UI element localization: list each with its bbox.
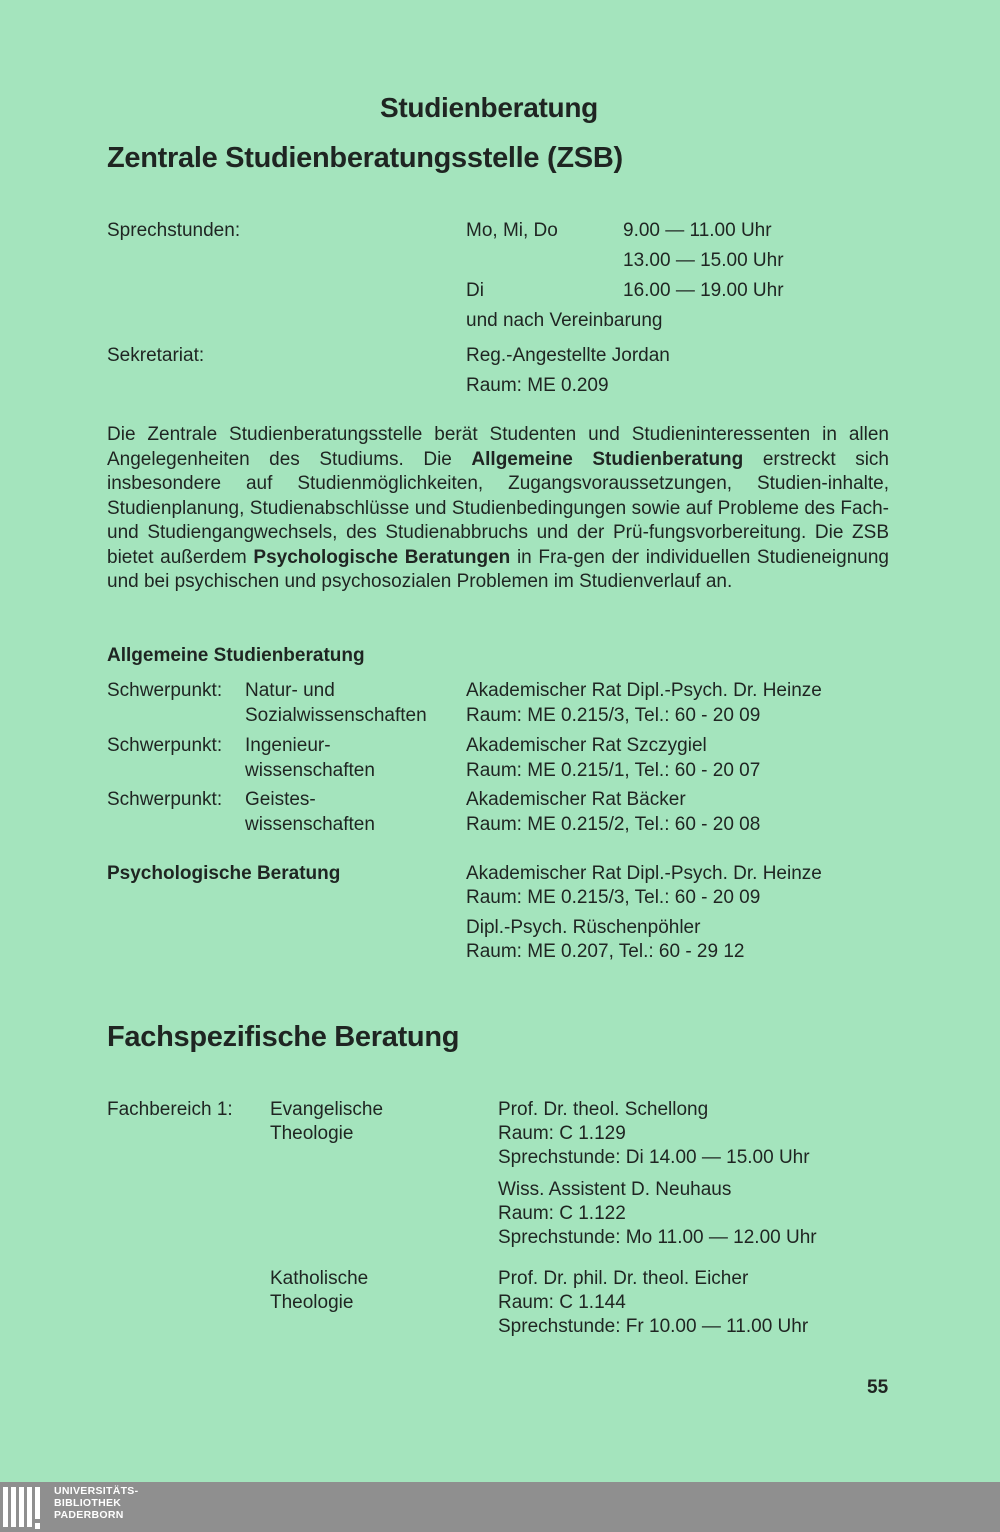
office-hours-days: Di: [466, 280, 484, 301]
focus-area: Sozialwissenschaften: [245, 705, 427, 726]
focus-area: wissenschaften: [245, 814, 375, 835]
allgemeine-heading: Allgemeine Studienberatung: [107, 645, 365, 666]
contact-hours: Sprechstunde: Di 14.00 — 15.00 Uhr: [498, 1147, 810, 1168]
psych-line: Akademischer Rat Dipl.-Psych. Dr. Heinze: [466, 863, 822, 884]
office-hours-days: Mo, Mi, Do: [466, 220, 558, 241]
office-hours-time: 9.00 — 11.00 Uhr: [623, 220, 772, 241]
library-logo: [3, 1487, 47, 1529]
contact-hours: Sprechstunde: Fr 10.00 — 11.00 Uhr: [498, 1316, 809, 1337]
description-emphasis: Psychologische Beratungen: [253, 546, 511, 568]
focus-label: Schwerpunkt:: [107, 789, 223, 810]
fach-heading: Fachspezifische Beratung: [107, 1021, 460, 1053]
office-hours-label: Sprechstunden:: [107, 220, 241, 241]
subject-name: Theologie: [270, 1292, 354, 1313]
description-text: Die Zentrale Studienberatungsstelle berät Studenten und Studieninteressenten in allen Angelegenheiten des Studiums. Die: [107, 424, 889, 470]
advisor-room: Raum: ME 0.215/1, Tel.: 60 - 20 07: [466, 760, 761, 781]
secretariat-label: Sekretariat:: [107, 345, 205, 366]
advisor-name: Akademischer Rat Dipl.-Psych. Dr. Heinze: [466, 680, 822, 701]
subject-name: Katholische: [270, 1268, 369, 1289]
contact-room: Raum: C 1.122: [498, 1203, 626, 1224]
contact-name: Wiss. Assistent D. Neuhaus: [498, 1179, 732, 1200]
contact-room: Raum: C 1.129: [498, 1123, 626, 1144]
faculty-label: Fachbereich 1:: [107, 1099, 233, 1120]
psych-line: Raum: ME 0.207, Tel.: 60 - 29 12: [466, 941, 745, 962]
contact-room: Raum: C 1.144: [498, 1292, 626, 1313]
page-title: Studienberatung: [380, 92, 598, 123]
library-name-line2: BIBLIOTHEK: [54, 1497, 122, 1509]
description-emphasis: Allgemeine Studienberatung: [471, 448, 744, 470]
psych-line: Dipl.-Psych. Rüschenpöhler: [466, 917, 701, 938]
advisor-name: Akademischer Rat Szczygiel: [466, 735, 707, 756]
contact-hours: Sprechstunde: Mo 11.00 — 12.00 Uhr: [498, 1227, 817, 1248]
library-name-line1: UNIVERSITÄTS-: [54, 1485, 139, 1497]
psych-line: Raum: ME 0.215/3, Tel.: 60 - 20 09: [466, 887, 761, 908]
advisor-room: Raum: ME 0.215/2, Tel.: 60 - 20 08: [466, 814, 761, 835]
zsb-heading: Zentrale Studienberatungsstelle (ZSB): [107, 142, 623, 174]
focus-area: wissenschaften: [245, 760, 375, 781]
office-hours-time: 13.00 — 15.00 Uhr: [623, 250, 784, 271]
contact-name: Prof. Dr. theol. Schellong: [498, 1099, 709, 1120]
description-text: in Fra-gen der individuellen Studieneignung und bei psychischen und psychosozialen Problemen im Studienverlauf an.: [107, 546, 889, 592]
secretariat-name: Reg.-Angestellte Jordan: [466, 345, 670, 366]
page-number: 55: [867, 1377, 889, 1398]
description-text: erstreckt sich insbesondere auf Studienmöglichkeiten, Zugangsvoraussetzungen, Studien-inhalte, Studienplanung, Studienabschlüsse und Studienbedingungen sowie auf Probleme des Fach- und Studiengangwechsels, des Studienabbruchs und der Prü-fungsvorbereitung. Die ZSB bietet außerdem: [107, 448, 889, 568]
library-footer: [0, 1482, 1000, 1532]
focus-label: Schwerpunkt:: [107, 680, 223, 701]
focus-area: Natur- und: [245, 680, 335, 701]
psych-heading: Psychologische Beratung: [107, 863, 341, 884]
subject-name: Theologie: [270, 1123, 354, 1144]
advisor-room: Raum: ME 0.215/3, Tel.: 60 - 20 09: [466, 705, 761, 726]
secretariat-room: Raum: ME 0.209: [466, 375, 609, 396]
focus-area: Ingenieur-: [245, 735, 331, 756]
zsb-description: [107, 423, 889, 595]
library-name-line3: PADERBORN: [54, 1509, 124, 1521]
subject-name: Evangelische: [270, 1099, 384, 1120]
contact-name: Prof. Dr. phil. Dr. theol. Eicher: [498, 1268, 749, 1289]
focus-label: Schwerpunkt:: [107, 735, 223, 756]
advisor-name: Akademischer Rat Bäcker: [466, 789, 686, 810]
focus-area: Geistes-: [245, 789, 316, 810]
office-hours-note: und nach Vereinbarung: [466, 310, 663, 331]
office-hours-time: 16.00 — 19.00 Uhr: [623, 280, 784, 301]
